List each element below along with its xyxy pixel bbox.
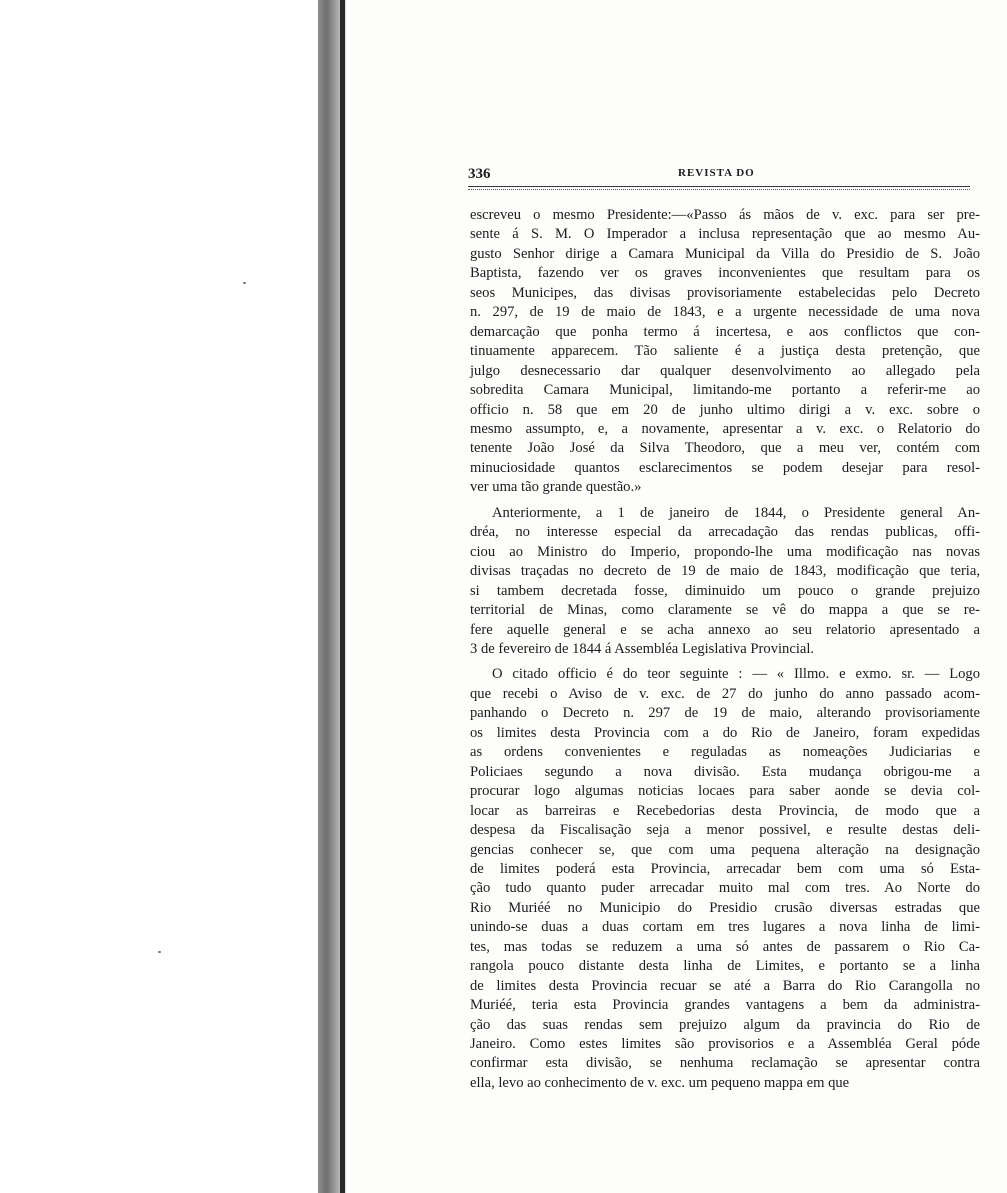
text-line: confirmar esta divisão, se nenhuma reclamação se apresentar contra: [470, 1055, 980, 1072]
text-line: seos Municipes, das divisas provisoriamente estabelecidas pelo Decreto: [470, 284, 980, 301]
text-line: sobredita Camara Municipal, limitando-me portanto a referir-me ao: [470, 382, 980, 399]
text-line: os limites desta Provincia com a do Rio de Janeiro, foram expedidas: [470, 724, 980, 741]
text-line: panhando o Decreto n. 297 de 19 de maio, alterando provisoriamente: [470, 705, 980, 722]
text-line: Muriéé, teria esta Provincia grandes vantagens a bem da administra-: [470, 997, 980, 1014]
text-line: dréa, no interesse especial da arrecadação das rendas publicas, offi-: [470, 524, 980, 541]
text-line: tes, mas todas se reduzem a uma só antes de passarem o Rio Ca-: [470, 938, 980, 955]
text-line: gusto Senhor dirige a Camara Municipal da Villa do Presidio de S. João: [470, 245, 980, 262]
text-line: locar as barreiras e Recebedorias desta Provincia, de modo que a: [470, 802, 980, 819]
page-number: 336: [468, 166, 491, 182]
text-line: minuciosidade quantos esclarecimentos se podem desejar para resol-: [470, 459, 980, 476]
text-line: fere aquelle general e se acha annexo ao seu relatorio apresentado a: [470, 621, 980, 638]
text-line: ciou ao Ministro do Imperio, propondo-lhe uma modificação nas novas: [470, 543, 980, 560]
text-line: sente á S. M. O Imperador a inclusa representação que ao mesmo Au-: [470, 226, 980, 243]
paragraph-1: [470, 206, 980, 498]
text-line: gencias conhecer se, que com uma pequena alteração na designação: [470, 841, 980, 858]
paragraph-2: [470, 504, 980, 660]
text-line: procurar logo algumas noticias locaes para saber aonde se devia col-: [470, 783, 980, 800]
text-line: mesmo assumpto, e, a novamente, apresentar a v. exc. o Relatorio do: [470, 420, 980, 437]
text-line: unindo-se duas a duas cortam em tres lugares a nova linha de limi-: [470, 919, 980, 936]
text-line: ção das suas rendas sem prejuizo algum da pravincia do Rio de: [470, 1016, 980, 1033]
text-line: si tambem decretada fosse, diminuido um pouco o grande prejuizo: [470, 582, 980, 599]
text-line: Policiaes segundo a nova divisão. Esta mudança obrigou-me a: [470, 763, 980, 780]
text-line: que recebi o Aviso de v. exc. de 27 do junho do anno passado acom-: [470, 685, 980, 702]
text-line: de limites poderá esta Provincia, arrecadar bem com uma só Esta-: [470, 860, 980, 877]
header-rule: [468, 186, 970, 190]
text-line: despesa da Fiscalisação seja a menor possivel, e resulte destas deli-: [470, 822, 980, 839]
text-line: tenente João José da Silva Theodoro, que a meu ver, contém com: [470, 440, 980, 457]
paragraph-3: [470, 665, 980, 1093]
text-line: ção tudo quanto puder arrecadar muito mal com tres. Ao Norte do: [470, 880, 980, 897]
text-line: as ordens convenientes e reguladas as nomeações Judiciarias e: [470, 744, 980, 761]
page-header: [468, 166, 968, 184]
text-line: tinuamente apparecem. Tão saliente é a justiça desta pretenção, que: [470, 343, 980, 360]
text-line: O citado officio é do teor seguinte : — « Illmo. e exmo. sr. — Logo: [492, 666, 980, 683]
text-line: n. 297, de 19 de maio de 1843, e a urgente necessidade de uma nova: [470, 304, 980, 321]
text-line: ella, levo ao conhecimento de v. exc. um pequeno mappa em que: [470, 1074, 850, 1091]
text-line: territorial de Minas, como claramente se vê do mappa a que se re-: [470, 602, 980, 619]
scan-background-left: [0, 0, 320, 1193]
text-line: escreveu o mesmo Presidente:—«Passo ás mãos de v. exc. para ser pre-: [470, 207, 980, 223]
scan-speck: [158, 951, 161, 953]
text-line: Rio Muriéé no Municipio do Presidio crusão diversas estradas que: [470, 899, 980, 916]
text-line: ver uma tão grande questão.»: [470, 479, 642, 496]
text-line: officio n. 58 que em 20 de junho ultimo dirigi a v. exc. sobre o: [470, 401, 980, 418]
scan-speck: [243, 282, 246, 284]
text-line: Baptista, fazendo ver os graves inconvenientes que resultam para os: [470, 265, 980, 282]
text-line: Janeiro. Como estes limites são provisorios e a Assembléa Geral póde: [470, 1036, 980, 1053]
text-line: de limites desta Provincia recuar se até a Barra do Rio Carangolla no: [470, 977, 980, 994]
book-gutter: [340, 0, 345, 1193]
text-line: divisas traçadas no decreto de 19 de maio de 1843, modificação que teria,: [470, 563, 980, 580]
text-line: Anteriormente, a 1 de janeiro de 1844, o Presidente general An-: [492, 504, 980, 521]
text-line: 3 de fevereiro de 1844 á Assembléa Legislativa Provincial.: [470, 640, 815, 657]
body-text: [470, 206, 980, 1099]
text-line: demarcação que ponha termo á incertesa, e aos conflictos que con-: [470, 323, 980, 340]
text-line: julgo desnecessario dar qualquer desenvolvimento ao allegado pela: [470, 362, 980, 379]
running-title: REVISTA DO: [678, 167, 755, 179]
text-line: rangola pouco distante desta linha de Limites, e portanto se a linha: [470, 958, 980, 975]
